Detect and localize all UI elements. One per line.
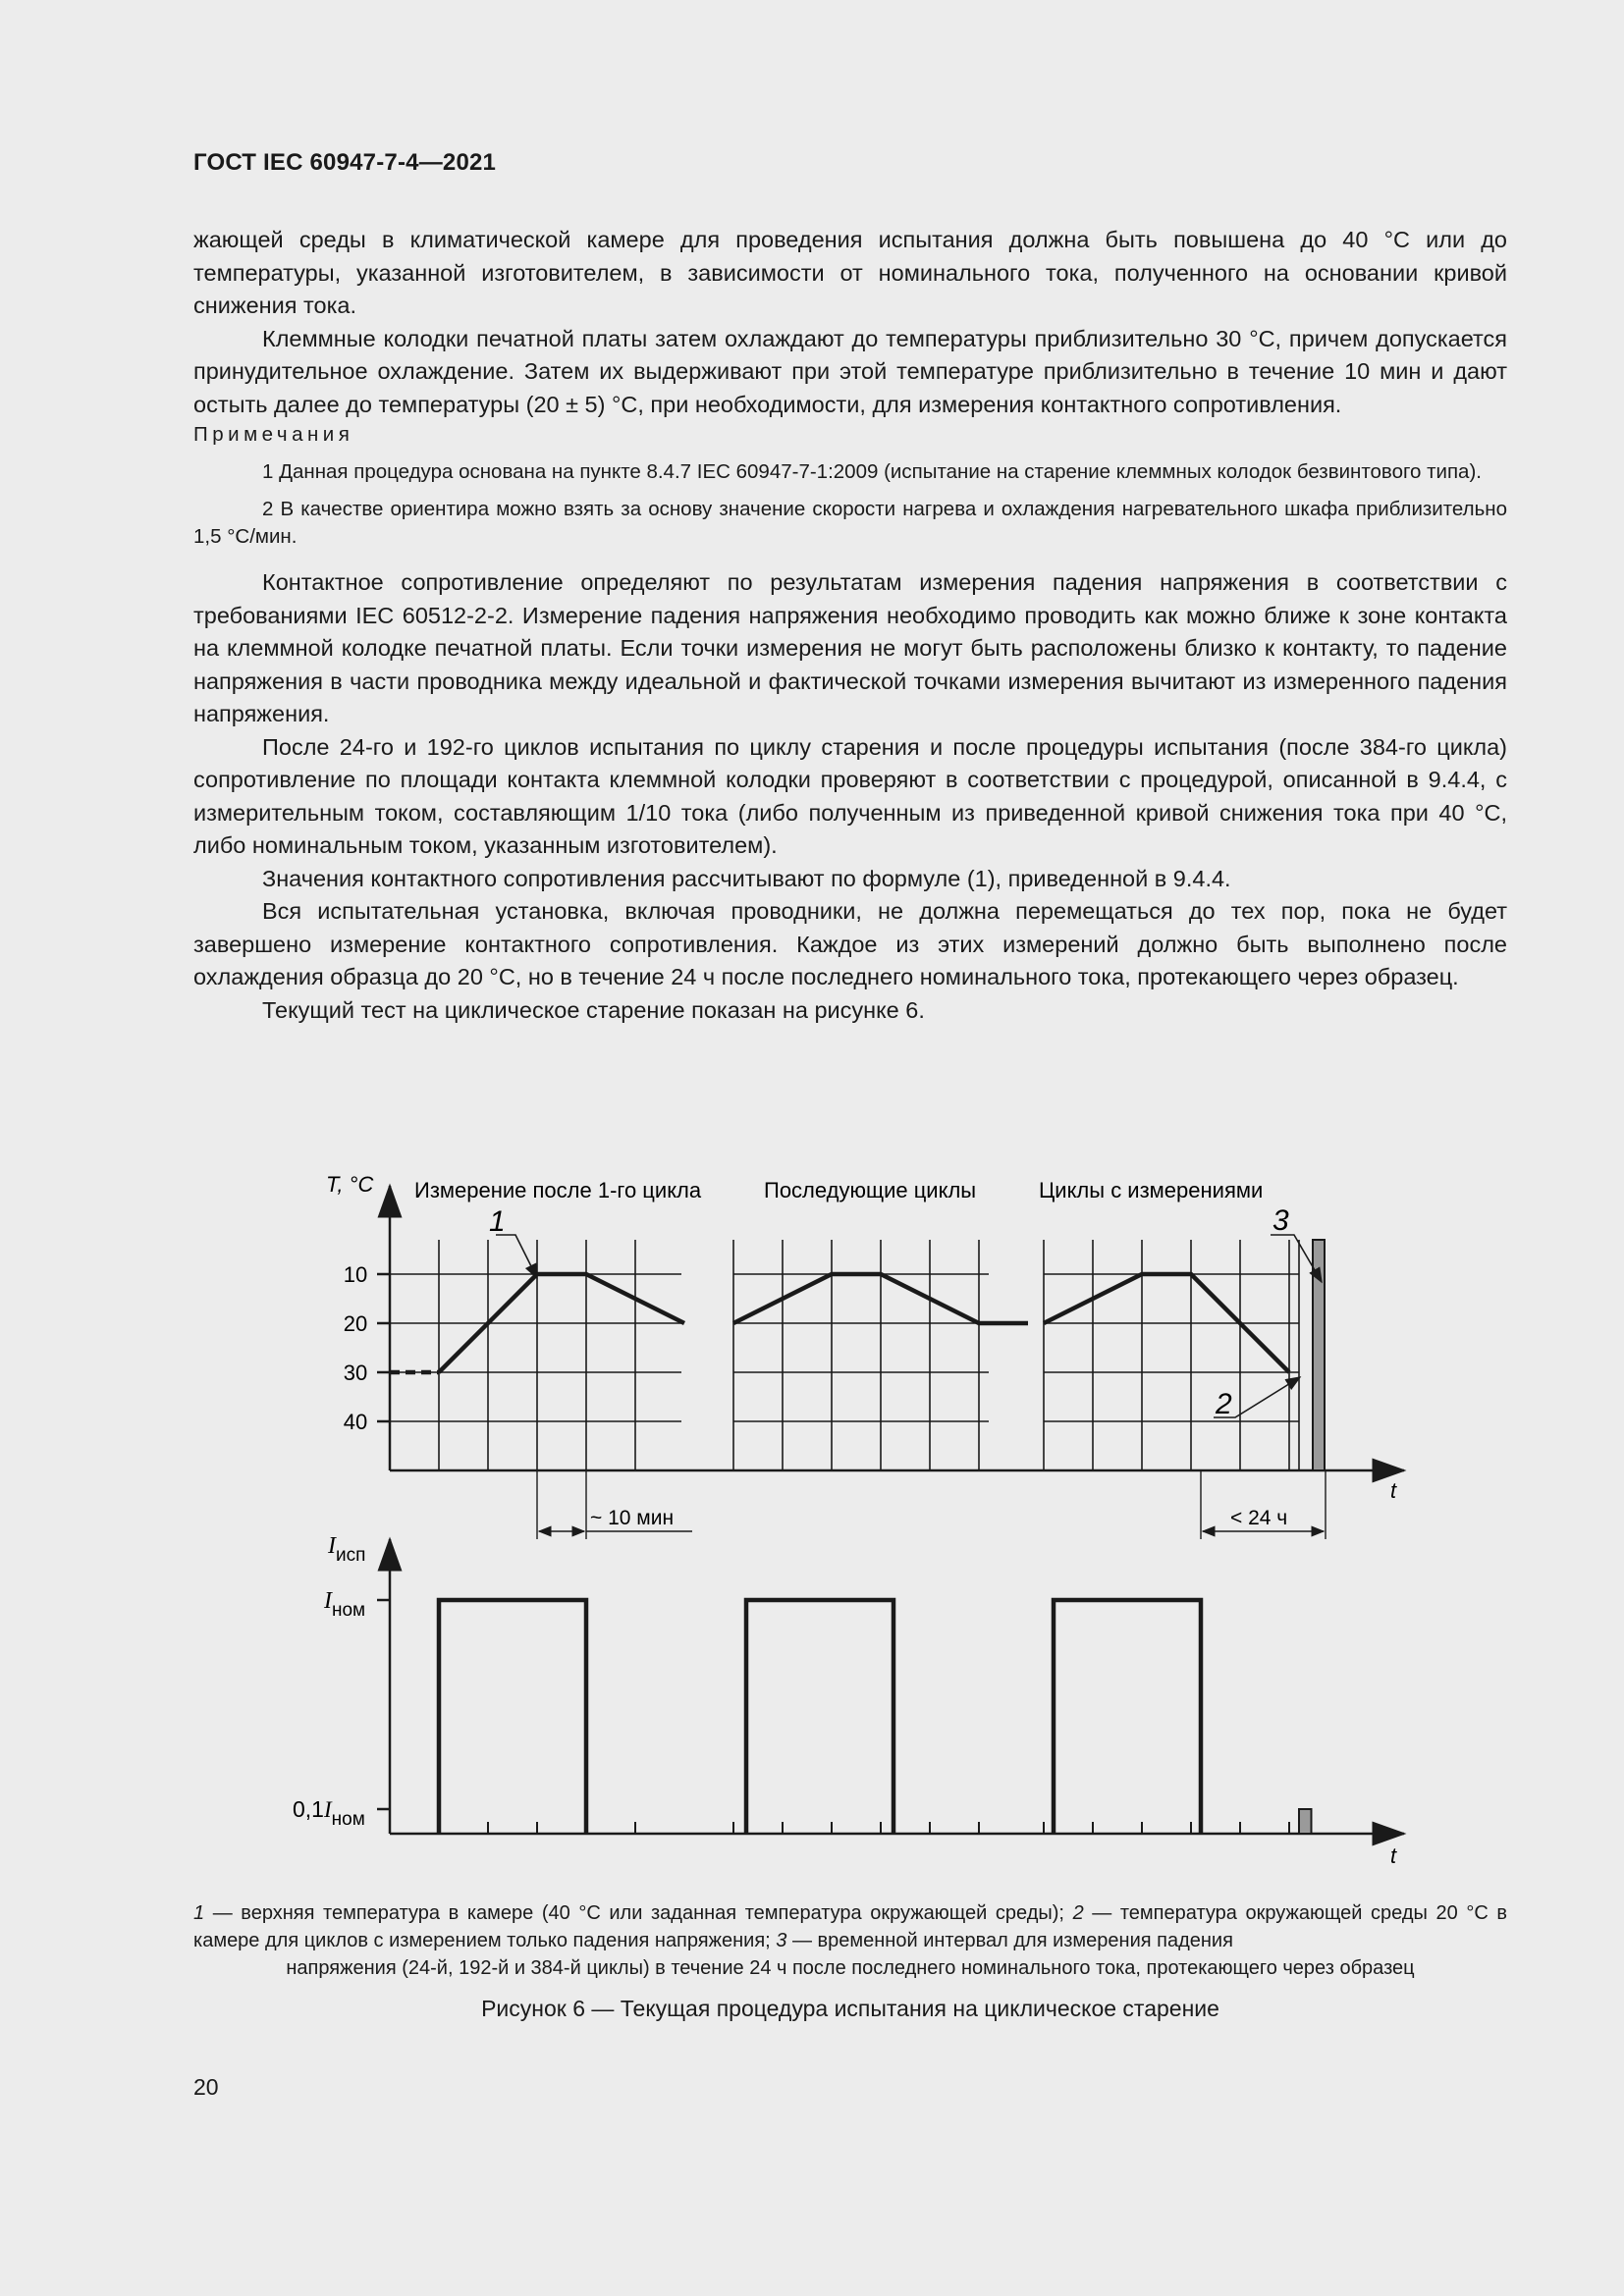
temperature-axis-label: T, °С <box>326 1172 374 1197</box>
page-number: 20 <box>193 2074 219 2100</box>
callout-1: 1 <box>489 1205 506 1238</box>
measurement-current-pulse <box>1299 1809 1312 1834</box>
legend-last-line: напряжения (24-й, 192-й и 384-й циклы) в течение 24 ч после последнего номинального тока, протекающего через образец <box>286 1957 1415 1979</box>
legend-body: 1 — верхняя температура в камере (40 °С или заданная температура окружающей среды); 2 — температура окружающей среды 20 °С в камере для циклов с измерением только падения напряжения; 3 — временной интервал для измерения падения <box>193 1902 1508 1951</box>
callout-2: 2 <box>1216 1388 1232 1420</box>
body-text <box>193 224 1507 1027</box>
temperature-ticks <box>344 1262 390 1434</box>
dim-24h-label: < 24 ч <box>1230 1507 1288 1529</box>
temperature-tick-label: 30 <box>343 1361 368 1385</box>
figure-6 <box>0 1158 1624 1909</box>
level-label-01inom: $0,1I_{ном}$ <box>293 1796 365 1830</box>
current-axis-label: $I_{исп}$ <box>328 1533 366 1566</box>
current-time-ticks <box>439 1822 1299 1834</box>
note-1: 1 Данная процедура основана на пункте 8.4.7 IEC 60947-7-1:2009 (испытание на старение клеммных колодок безвинтового типа). <box>262 460 1482 483</box>
temperature-tick-label: 10 <box>343 1262 368 1287</box>
temperature-tick-label: 20 <box>343 1311 368 1336</box>
callout-3: 3 <box>1272 1204 1289 1237</box>
cyclic-aging-diagram <box>0 1158 1624 1904</box>
measurement-interval-bar <box>1313 1240 1325 1470</box>
current-pulses <box>439 1600 1312 1834</box>
paragraph: Значения контактного сопротивления рассчитывают по формуле (1), приведенной в 9.4.4. <box>262 865 1231 891</box>
dim-10min-label: ~ 10 мин <box>590 1507 675 1529</box>
paragraph: Контактное сопротивление определяют по результатам измерения падения напряжения в соответствии с требованиями IEC 60512-2-2. Измерение падения напряжения необходимо проводить как можно ближе к зоне контакта на клеммной колодке печатной платы. Если точки измерения не могут быть расположены близко к контакту, то падение напряжения в части проводника между идеальной и фактической точками измерения вычитают из измеренного падения напряжения. <box>193 569 1507 726</box>
time-label-bottom: t <box>1390 1843 1397 1868</box>
section-title-subsequent: Последующие циклы <box>764 1178 977 1202</box>
paragraph: После 24-го и 192-го циклов испытания по циклу старения и после процедуры испытания (после 384-го цикла) сопротивление по площади контакта клеммной колодки проверяют в соответствии с процедурой, описанной в 9.4.4, с измерительным током, составляющим 1/10 тока (либо полученным из приведенной кривой снижения тока при 40 °С, либо номинальным током, указанным изготовителем). <box>193 733 1507 858</box>
note-2: 2 В качестве ориентира можно взять за основу значение скорости нагрева и охлаждения нагревательного шкафа приблизительно 1,5 °С/мин. <box>193 498 1507 548</box>
time-label-top: t <box>1390 1478 1397 1503</box>
current-pulse <box>746 1600 893 1834</box>
section-title-first: Измерение после 1-го цикла <box>414 1178 702 1202</box>
level-label-inom: $I_{ном}$ <box>324 1588 366 1621</box>
callout-1-leader <box>496 1235 537 1278</box>
notes-title: Примечания <box>193 423 354 446</box>
section-title-measure: Циклы с измерениями <box>1039 1178 1264 1202</box>
figure-caption: Рисунок 6 — Текущая процедура испытания на циклическое старение <box>481 1996 1219 2021</box>
paragraph: Клеммные колодки печатной платы затем охлаждают до температуры приблизительно 30 °С, причем допускается принудительное охлаждение. Затем их выдерживают при этой температуре приблизительно в течение 10 мин и дают остыть далее до температуры (20 ± 5) °С, при необходимости, для измерения контактного сопротивления. <box>193 325 1507 417</box>
current-pulse <box>439 1600 586 1834</box>
paragraph: Текущий тест на циклическое старение показан на рисунке 6. <box>262 996 925 1023</box>
paragraph: Вся испытательная установка, включая проводники, не должна перемещаться до тех пор, пока не будет завершено измерение контактного сопротивления. Каждое из этих измерений должно быть выполнено после охлаждения образца до 20 °С, но в течение 24 ч после последнего номинального тока, протекающего через образец. <box>193 898 1507 989</box>
figure-legend <box>193 1899 1507 1982</box>
paragraph: жающей среды в климатической камере для проведения испытания должна быть повышена до 40 °С или до температуры, указанной изготовителем, в зависимости от номинального тока, полученного на основании кривой снижения тока. <box>193 227 1507 318</box>
current-pulse <box>1054 1600 1201 1834</box>
document-header: ГОСТ IEC 60947-7-4—2021 <box>193 149 497 176</box>
temperature-tick-label: 40 <box>343 1410 368 1434</box>
